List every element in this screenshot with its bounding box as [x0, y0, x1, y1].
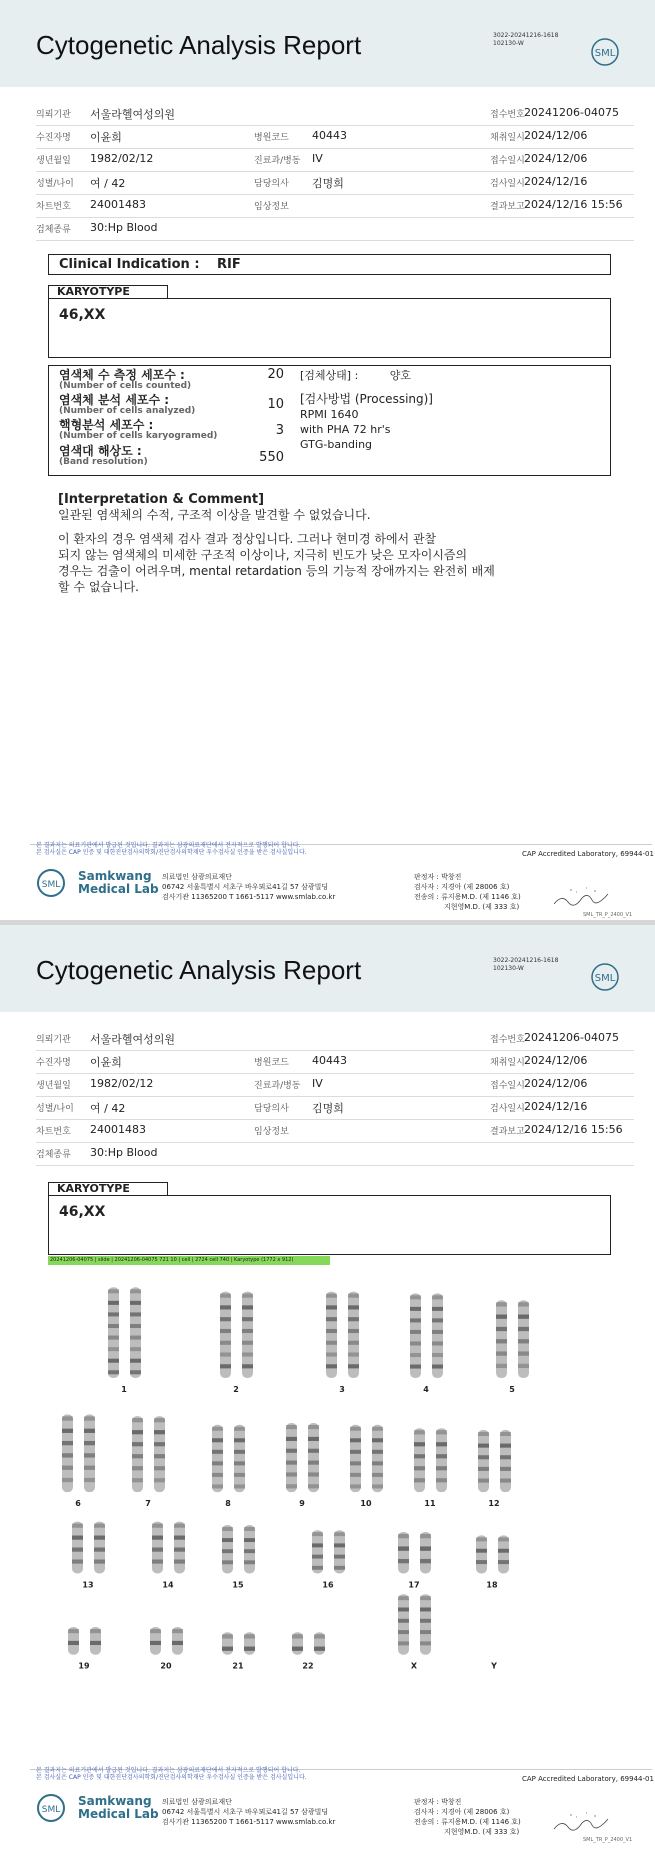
staff-info: 판정자 : 박창진 검사자 : 지경아 (제 28006 호) 전송의 : 류지용M.D. (제 1146 호) 지현영M.D. (제 333 호) [414, 873, 521, 911]
chromosome-label: 5 [509, 1385, 515, 1395]
interpretation-section: [Interpretation & Comment] 일관된 염색체의 수적, 구조적 이상을 발견할 수 없었습니다. 이 환자의 경우 염색체 검사 결과 정상입니다. 그러나 현미경 하에서 관찰 되지 않는 염색체의 미세한 구조적 이상이나, 지극히 빈도가 낮은 모자이시즘의 경우는 검출이 어려우며, mental retardation 등의 기능적 장애까지는 완전히 배제 할 수 없습니다. [58, 492, 495, 594]
chromosome-2 [220, 1292, 231, 1378]
chromosome-11 [414, 1428, 425, 1492]
document-code: 3022-20241216-1618 102130-W [493, 32, 559, 47]
samkwang-logo-icon [36, 868, 66, 898]
chromosome-17 [420, 1532, 431, 1574]
footer-notice: 본 결과지는 의료기관에서 발급된 것입니다. 결과지는 삼광의료재단에서 전자적으로 발행되어 합니다. 본 검사실은 CAP 인증 및 대한진단검사의학회/진단검사의학재단 우수검사실 인증을 받은 검사실입니다. [36, 842, 307, 856]
receipt-date: 2024/12/06 [524, 1077, 588, 1090]
report-title: Cytogenetic Analysis Report [36, 30, 362, 60]
institution: 서울라헬여성의원 [90, 108, 176, 121]
chromosome-16 [312, 1530, 323, 1573]
patient-name: 이윤희 [90, 1056, 122, 1069]
cells-counted: 염색체 수 측정 세포수 : (Number of cells counted) [59, 368, 192, 391]
doctor: 김명희 [312, 177, 344, 190]
chromosome-label: 21 [232, 1661, 244, 1671]
chromosome-label: 18 [486, 1580, 498, 1590]
chromosome-label: 11 [424, 1499, 436, 1509]
karyogram-info-ribbon: 20241206-04075 | slide | 20241206-04075 721 10 | cell | 2724 cell 740 | Karyotype (1772 x 912) [48, 1256, 330, 1265]
collect-date: 2024/12/06 [524, 129, 588, 142]
svg-text:SML: SML [41, 1805, 61, 1815]
chromosome-1 [108, 1287, 119, 1378]
chromosome-label: 4 [423, 1385, 429, 1395]
footer-notice: 본 결과지는 의료기관에서 발급된 것입니다. 결과지는 삼광의료재단에서 전자적으로 발행되어 합니다. 본 검사실은 CAP 인증 및 대한진단검사의학회/진단검사의학재단 우수검사실 인증을 받은 검사실입니다. [36, 1767, 307, 1781]
sex-age: 여 / 42 [90, 1102, 126, 1115]
result-date: 2024/12/16 15:56 [524, 198, 623, 211]
chromosome-11 [436, 1428, 447, 1492]
info-row: 차트번호 24001483 임상정보 결과보고 2024/12/16 15:56 [36, 195, 634, 218]
chromosome-label: 12 [488, 1499, 500, 1509]
cap-accreditation: CAP Accredited Laboratory, 69944-01 [522, 850, 654, 858]
sml-logo-icon [590, 962, 620, 992]
karyotype-value: 46,XX [59, 307, 106, 323]
patient-info-table [36, 103, 634, 241]
cells-karyogramed-value: 3 [275, 423, 284, 438]
form-version: SML_TR_P_2400_V1 [583, 1837, 633, 1843]
cells-analyzed-value: 10 [267, 397, 284, 412]
collect-date: 2024/12/06 [524, 1054, 588, 1067]
chromosome-18 [476, 1535, 487, 1573]
receipt-number: 20241206-04075 [524, 106, 619, 119]
brand-name: Samkwang Medical Lab [78, 1794, 159, 1821]
chromosome-3 [326, 1292, 337, 1378]
chromosome-12 [500, 1430, 511, 1492]
chromosome-label: 9 [299, 1499, 305, 1509]
specimen-type: 30:Hp Blood [90, 221, 158, 234]
info-row: 의뢰기관 서울라헬여성의원 접수번호 20241206-04075 [36, 1028, 634, 1051]
hospital-code: 40443 [312, 1054, 347, 1067]
cells-counted-value: 20 [267, 367, 284, 382]
patient-name: 이윤희 [90, 131, 122, 144]
chromosome-5 [518, 1300, 529, 1378]
department: IV [312, 1077, 323, 1090]
chromosome-label: 2 [233, 1385, 239, 1395]
chromosome-14 [152, 1522, 163, 1574]
chromosome-21 [244, 1632, 255, 1654]
chromosome-3 [348, 1292, 359, 1378]
chromosome-6 [84, 1414, 95, 1492]
chromosome-14 [174, 1522, 185, 1574]
svg-text:SML: SML [41, 880, 61, 890]
info-row: 성별/나이 여 / 42 담당의사 김명희 검사일시 2024/12/16 [36, 172, 634, 195]
chromosome-22 [292, 1632, 303, 1654]
karyogram-image [48, 1271, 608, 1686]
svg-text:SML: SML [594, 48, 616, 59]
receipt-number: 20241206-04075 [524, 1031, 619, 1044]
svg-text:SML: SML [594, 973, 616, 984]
chromosome-20 [150, 1627, 161, 1655]
hospital-code: 40443 [312, 129, 347, 142]
chromosome-13 [94, 1522, 105, 1574]
chromosome-label: 3 [339, 1385, 345, 1395]
chromosome-19 [68, 1627, 79, 1655]
signature-icon [550, 1807, 620, 1835]
chromosome-label: 14 [162, 1580, 174, 1590]
form-version: SML_TR_P_2400_V1 [583, 912, 633, 918]
band-resolution: 염색대 해상도 : (Band resolution) [59, 444, 148, 467]
result-date: 2024/12/16 15:56 [524, 1123, 623, 1136]
info-row: 의뢰기관 서울라헬여성의원 접수번호 20241206-04075 [36, 103, 634, 126]
chromosome-6 [62, 1414, 73, 1492]
organization-info: 의료법인 삼광의료재단 06742 서울특별시 서초구 바우뫼로41길 57 삼광빌딩 검사기관 11365200 T 1661-5117 www.smlab.co.kr [162, 1798, 336, 1826]
specimen-type: 30:Hp Blood [90, 1146, 158, 1159]
info-row: 수진자명 이윤희 병원코드 40443 채취일시 2024/12/06 [36, 126, 634, 149]
chromosome-19 [90, 1627, 101, 1655]
karyotype-box [48, 298, 611, 358]
chromosome-18 [498, 1535, 509, 1573]
cap-accreditation: CAP Accredited Laboratory, 69944-01 [522, 1775, 654, 1783]
chromosome-label: 1 [121, 1385, 127, 1395]
chromosome-7 [132, 1416, 143, 1492]
chromosome-10 [350, 1425, 361, 1492]
report-page-2 [0, 925, 655, 1845]
test-date: 2024/12/16 [524, 175, 588, 188]
chromosome-16 [334, 1530, 345, 1573]
specimen-state: [검체상태] : 양호 [300, 369, 412, 382]
info-row: 성별/나이 여 / 42 담당의사 김명희 검사일시 2024/12/16 [36, 1097, 634, 1120]
chromosome-8 [212, 1425, 223, 1492]
organization-info: 의료법인 삼광의료재단 06742 서울특별시 서초구 바우뫼로41길 57 삼광빌딩 검사기관 11365200 T 1661-5117 www.smlab.co.kr [162, 873, 336, 901]
test-date: 2024/12/16 [524, 1100, 588, 1113]
brand-name: Samkwang Medical Lab [78, 869, 159, 896]
chromosome-1 [130, 1287, 141, 1378]
department: IV [312, 152, 323, 165]
chart-number: 24001483 [90, 198, 146, 211]
chromosome-label: 19 [78, 1661, 90, 1671]
chromosome-label: 8 [225, 1499, 231, 1509]
chromosome-label: 6 [75, 1499, 81, 1509]
chromosome-10 [372, 1425, 383, 1492]
chromosome-15 [244, 1525, 255, 1573]
report-header [0, 925, 655, 1012]
report-title: Cytogenetic Analysis Report [36, 955, 362, 985]
cells-karyogramed: 핵형분석 세포수 : (Number of cells karyogramed) [59, 418, 218, 441]
chromosome-label: 17 [408, 1580, 420, 1590]
karyotype-box [48, 1195, 611, 1255]
chromosome-label: X [410, 1661, 418, 1671]
chromosome-label: 15 [232, 1580, 244, 1590]
chromosome-label: 13 [82, 1580, 94, 1590]
clinical-indication-box: Clinical Indication : RIF [48, 254, 611, 275]
report-page-1 [0, 0, 655, 920]
band-resolution-value: 550 [259, 450, 284, 465]
info-row: 생년월일 1982/02/12 진료과/병동 IV 접수일시 2024/12/06 [36, 1074, 634, 1097]
sml-logo-icon [590, 37, 620, 67]
chromosome-9 [286, 1423, 297, 1492]
receipt-date: 2024/12/06 [524, 152, 588, 165]
chromosome-21 [222, 1632, 233, 1654]
chromosome-17 [398, 1532, 409, 1574]
karyotype-value: 46,XX [59, 1204, 106, 1220]
chromosome-label: 22 [302, 1661, 314, 1671]
doctor: 김명희 [312, 1102, 344, 1115]
chromosome-7 [154, 1416, 165, 1492]
processing-method: [검사방법 (Processing)] RPMI 1640 with PHA 72 hr's GTG-banding [300, 392, 433, 451]
chromosome-20 [172, 1627, 183, 1655]
cell-stats-box [48, 365, 611, 476]
chromosome-8 [234, 1425, 245, 1492]
chromosome-15 [222, 1525, 233, 1573]
patient-info-table [36, 1028, 634, 1166]
chromosome-X [420, 1594, 431, 1655]
signature-icon [550, 882, 620, 910]
info-row: 검체종류 30:Hp Blood [36, 218, 634, 241]
birth-date: 1982/02/12 [90, 152, 154, 165]
chromosome-label: Y [491, 1661, 497, 1671]
karyotype-tab: KARYOTYPE [48, 1182, 168, 1195]
chromosome-label: 7 [145, 1499, 151, 1509]
staff-info: 판정자 : 박창진 검사자 : 지경아 (제 28006 호) 전송의 : 류지용M.D. (제 1146 호) 지현영M.D. (제 333 호) [414, 1798, 521, 1836]
info-row: 수진자명 이윤희 병원코드 40443 채취일시 2024/12/06 [36, 1051, 634, 1074]
karyotype-tab: KARYOTYPE [48, 285, 168, 298]
clinical-indication-value: RIF [217, 257, 241, 272]
chart-number: 24001483 [90, 1123, 146, 1136]
chromosome-12 [478, 1430, 489, 1492]
chromosome-X [398, 1594, 409, 1655]
chromosome-4 [432, 1293, 443, 1378]
chromosome-13 [72, 1522, 83, 1574]
birth-date: 1982/02/12 [90, 1077, 154, 1090]
chromosome-2 [242, 1292, 253, 1378]
chromosome-9 [308, 1423, 319, 1492]
info-row: 생년월일 1982/02/12 진료과/병동 IV 접수일시 2024/12/06 [36, 149, 634, 172]
cells-analyzed: 염색체 분석 세포수 : (Number of cells analyzed) [59, 393, 196, 416]
samkwang-logo-icon [36, 1793, 66, 1823]
report-footer [0, 838, 655, 920]
chromosome-22 [314, 1632, 325, 1654]
info-row: 검체종류 30:Hp Blood [36, 1143, 634, 1166]
info-row: 차트번호 24001483 임상정보 결과보고 2024/12/16 15:56 [36, 1120, 634, 1143]
chromosome-label: 20 [160, 1661, 172, 1671]
chromosome-label: 10 [360, 1499, 372, 1509]
sex-age: 여 / 42 [90, 177, 126, 190]
document-code: 3022-20241216-1618 102130-W [493, 957, 559, 972]
chromosome-5 [496, 1300, 507, 1378]
report-footer [0, 1763, 655, 1845]
chromosome-4 [410, 1293, 421, 1378]
report-header [0, 0, 655, 87]
institution: 서울라헬여성의원 [90, 1033, 176, 1046]
chromosome-label: 16 [322, 1580, 334, 1590]
